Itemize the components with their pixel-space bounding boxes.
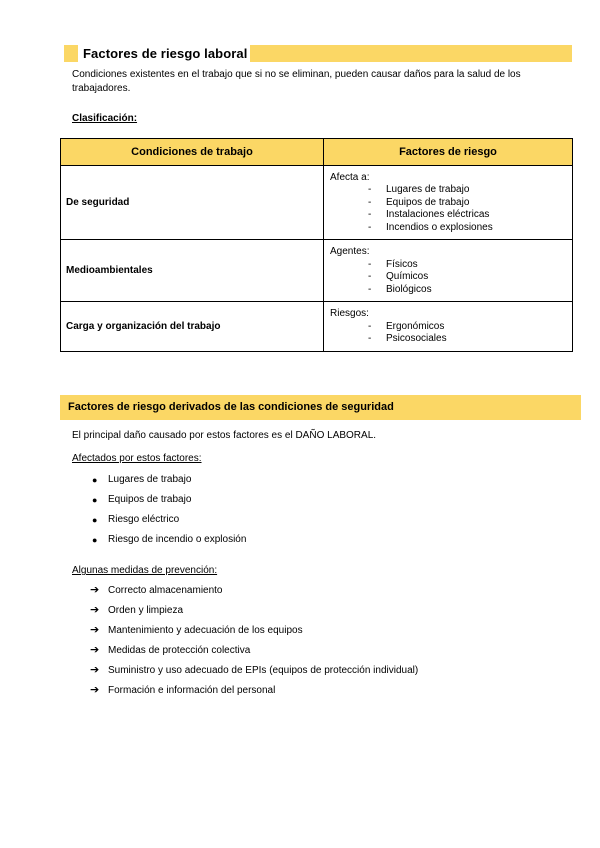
table-row — [61, 302, 573, 352]
bullet-icon: ● — [92, 515, 98, 525]
section-title: Factores de riesgo laboral — [83, 46, 248, 61]
header-factores: Factores de riesgo — [324, 139, 573, 166]
list-item — [92, 493, 246, 513]
factors-list — [330, 259, 572, 297]
factors-lead: Riesgos: — [330, 308, 369, 320]
table-row — [61, 166, 573, 240]
list-item: - Instalaciones eléctricas — [330, 209, 572, 222]
factors-cell — [324, 166, 573, 240]
classification-label: Clasificación: — [72, 113, 138, 124]
list-item-text: Formación e información del personal — [108, 685, 276, 696]
list-item — [92, 624, 418, 644]
list-item: - Físicos — [330, 259, 572, 272]
list-item-text: Medidas de protección colectiva — [108, 645, 251, 656]
intro-paragraph: Condiciones existentes en el trabajo que si no se eliminan, pueden causar daños para la salud de los trabajadores. — [72, 69, 521, 94]
list-item-text: Riesgo eléctrico — [108, 514, 180, 525]
section-heading-factores — [64, 44, 572, 64]
heading-marker — [64, 45, 78, 62]
list-item — [92, 473, 246, 493]
list-item: - Ergonómicos — [330, 321, 572, 334]
condition-cell: Medioambientales — [61, 240, 324, 302]
list-item-text: Orden y limpieza — [108, 605, 184, 616]
list-item: - Incendios o explosiones — [330, 222, 572, 235]
list-item: - Lugares de trabajo — [330, 184, 572, 197]
condition-cell: Carga y organización del trabajo — [61, 302, 324, 352]
list-item — [92, 664, 418, 684]
table-row — [61, 240, 573, 302]
measures-label: Algunas medidas de prevención: — [72, 565, 218, 576]
header-condiciones: Condiciones de trabajo — [61, 139, 324, 166]
arrow-right-icon: ➔ — [90, 604, 100, 616]
affected-list — [92, 473, 246, 553]
section-title: Factores de riesgo derivados de las condiciones de seguridad — [68, 401, 394, 413]
list-item — [92, 584, 418, 604]
factors-cell — [324, 302, 573, 352]
bullet-icon: ● — [92, 475, 98, 485]
list-item-text: Correcto almacenamiento — [108, 585, 223, 596]
list-item: - Biológicos — [330, 284, 572, 297]
list-item: - Psicosociales — [330, 333, 572, 346]
list-item — [92, 533, 246, 553]
arrow-right-icon: ➔ — [90, 584, 100, 596]
arrow-right-icon: ➔ — [90, 644, 100, 656]
list-item — [92, 513, 246, 533]
list-item-text: Lugares de trabajo — [108, 474, 192, 485]
affected-label: Afectados por estos factores: — [72, 453, 202, 464]
list-item — [92, 604, 418, 624]
heading-highlight-bar — [250, 45, 572, 62]
arrow-right-icon: ➔ — [90, 664, 100, 676]
bullet-icon: ● — [92, 535, 98, 545]
factors-cell — [324, 240, 573, 302]
factors-lead: Agentes: — [330, 246, 370, 257]
list-item: - Equipos de trabajo — [330, 197, 572, 210]
list-item-text: Riesgo de incendio o explosión — [108, 534, 247, 545]
arrow-right-icon: ➔ — [90, 624, 100, 636]
list-item — [92, 684, 418, 704]
list-item — [92, 644, 418, 664]
list-item: - Químicos — [330, 271, 572, 284]
factors-lead: Afecta a: — [330, 171, 370, 183]
list-item-text: Suministro y uso adecuado de EPIs (equipos de protección individual) — [108, 665, 419, 676]
section-heading-seguridad — [60, 395, 581, 420]
condition-cell: De seguridad — [61, 166, 324, 240]
list-item-text: Equipos de trabajo — [108, 494, 192, 505]
factors-list — [330, 321, 572, 346]
table-header-row — [61, 139, 573, 166]
arrow-right-icon: ➔ — [90, 684, 100, 696]
factors-list — [330, 184, 572, 234]
classification-table — [60, 138, 573, 352]
measures-list — [92, 584, 418, 704]
bullet-icon: ● — [92, 495, 98, 505]
list-item-text: Mantenimiento y adecuación de los equipos — [108, 625, 303, 636]
principal-damage-text: El principal daño causado por estos factores es el DAÑO LABORAL. — [72, 430, 377, 441]
